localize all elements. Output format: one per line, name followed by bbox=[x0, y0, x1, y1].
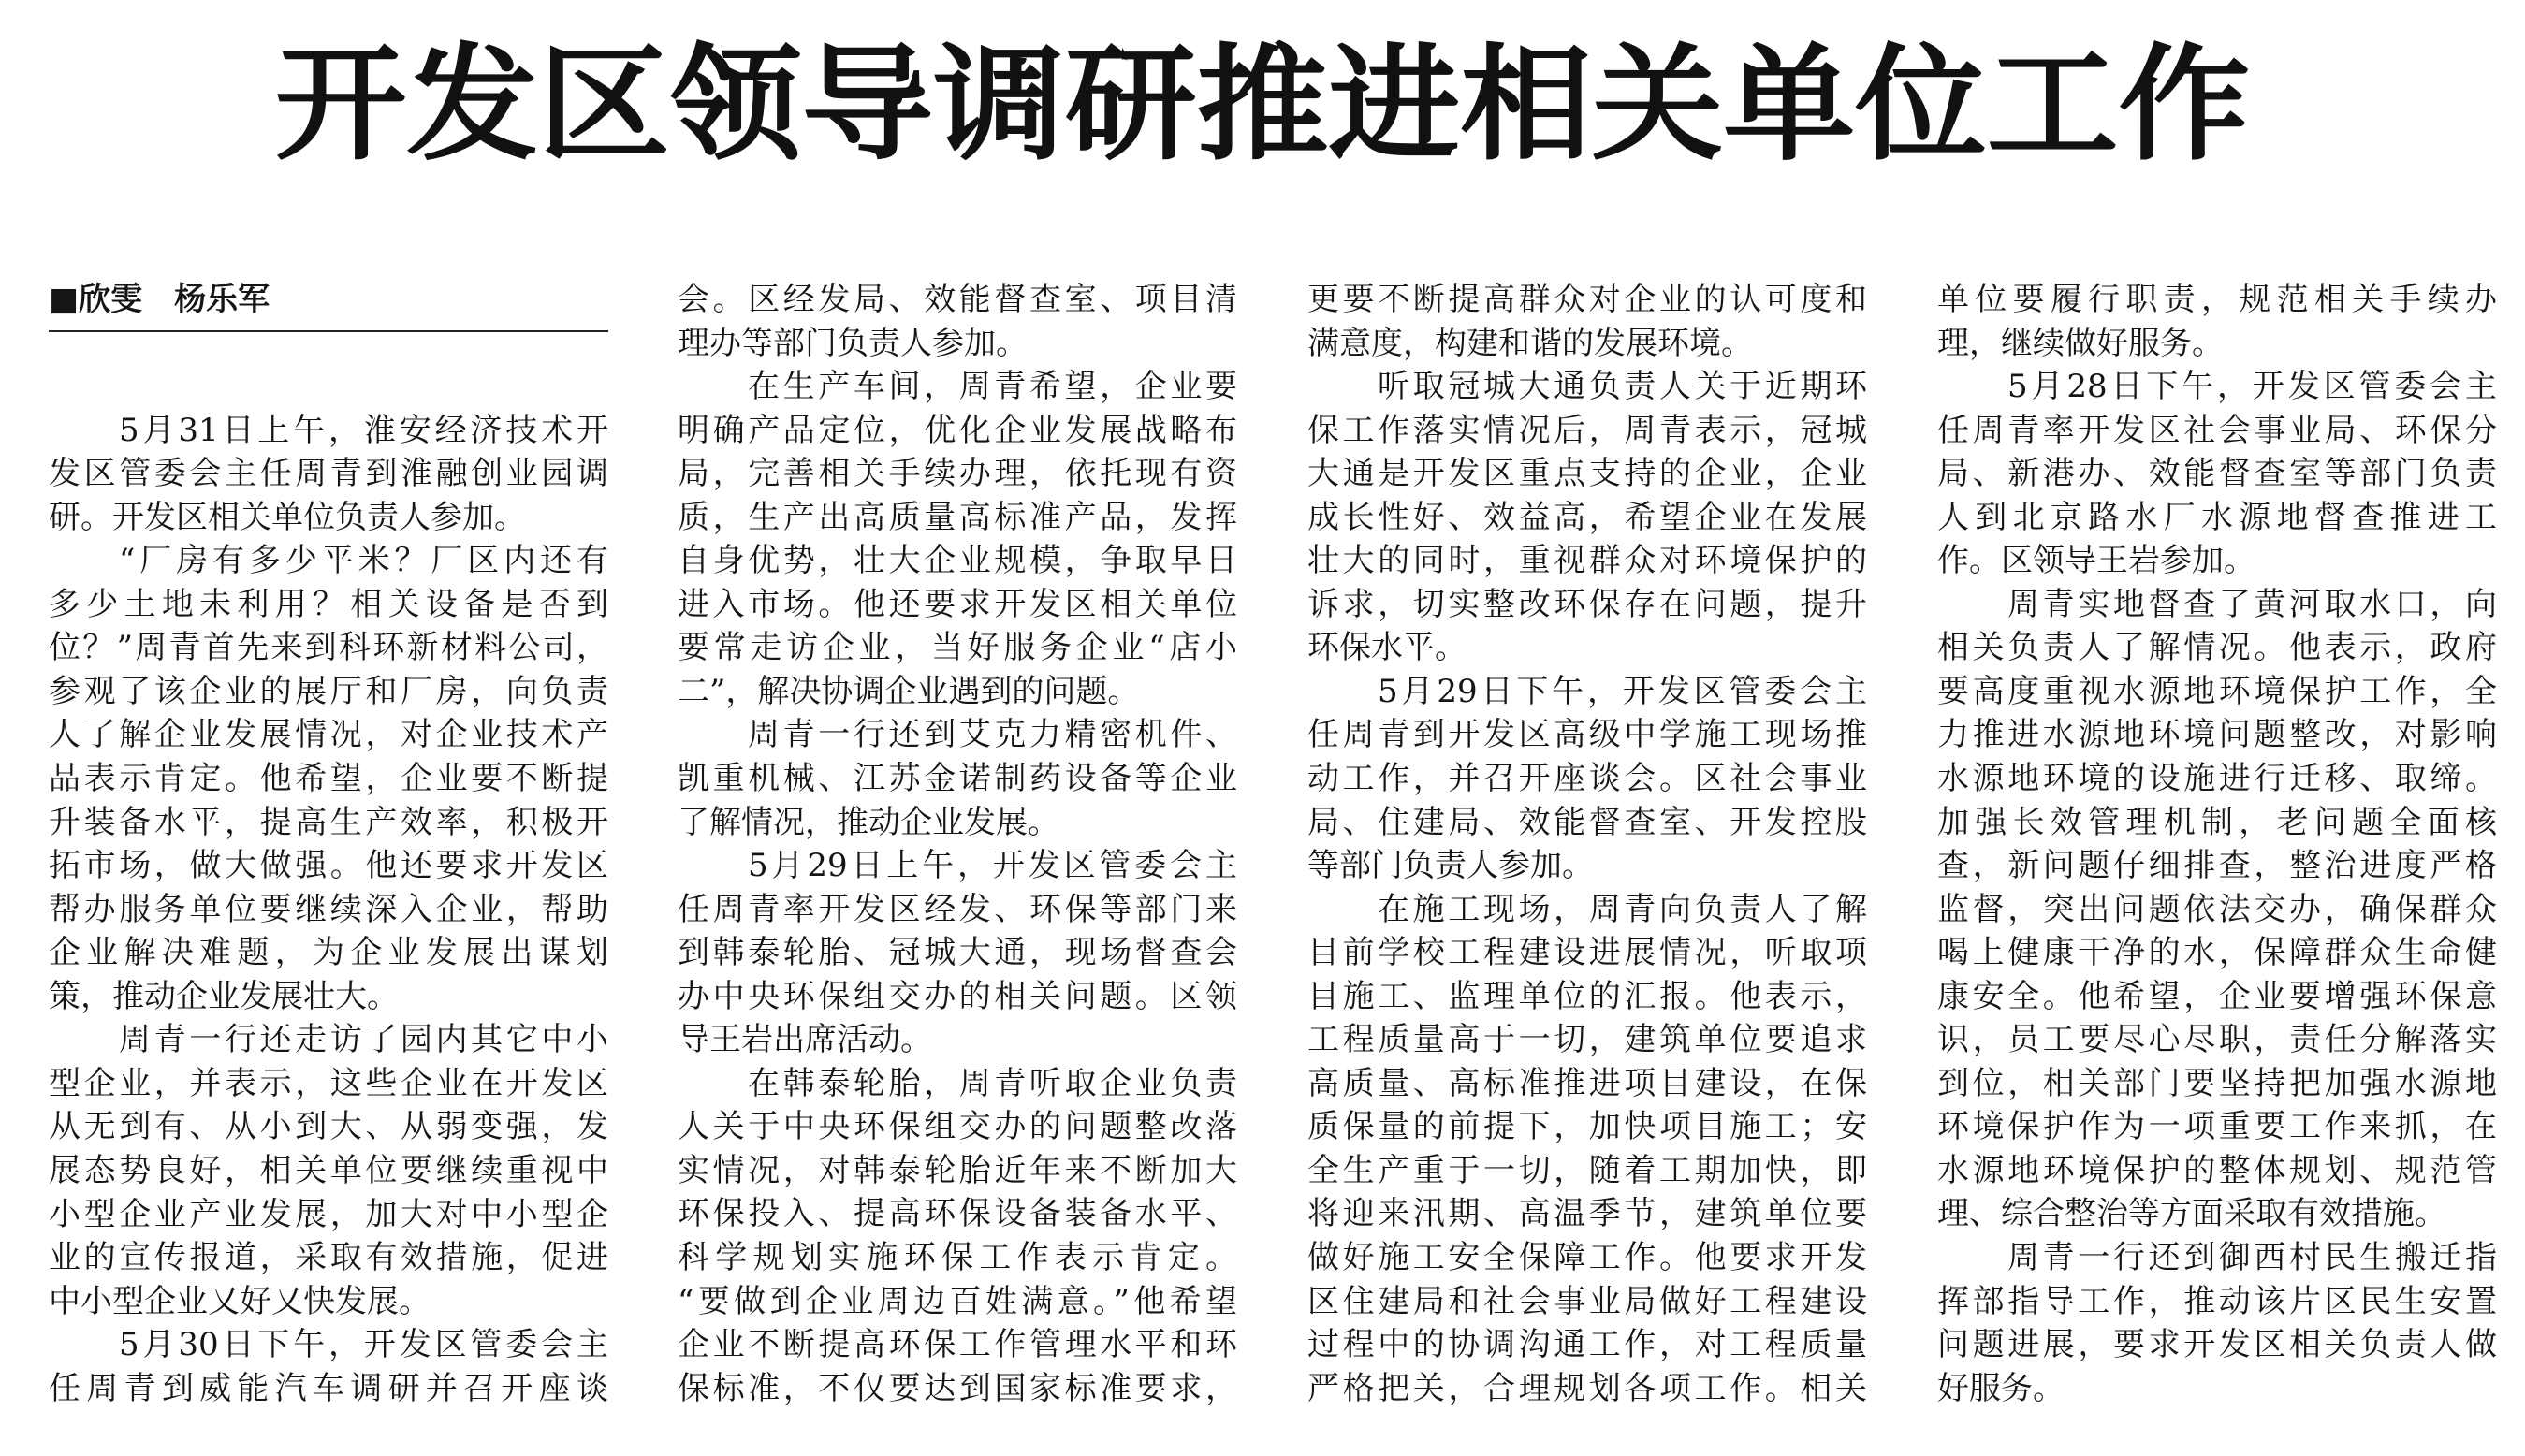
text-line: 水源地环境的设施进行迁移、取缔。 bbox=[1937, 760, 2497, 798]
text-line: 全生产重于一切，随着工期加快，即 bbox=[1307, 1151, 1867, 1189]
text-line: 科学规划实施环保工作表示肯定。 bbox=[678, 1239, 1237, 1277]
paragraph bbox=[1937, 1236, 2497, 1410]
text-line: 二”，解决协调企业遇到的问题。 bbox=[678, 672, 1140, 710]
text-line: 监督，突出问题依法交办，确保群众 bbox=[1937, 890, 2497, 928]
text-line: 任周青率开发区社会事业局、环保分 bbox=[1937, 411, 2497, 449]
text-line: 周青一行还到御西村民生搬迁指 bbox=[2007, 1239, 2497, 1277]
text-line: 过程中的协调沟通工作，对工程质量 bbox=[1307, 1326, 1867, 1364]
paragraph bbox=[1307, 365, 1867, 670]
article-body bbox=[49, 409, 608, 1411]
paragraph bbox=[49, 1323, 608, 1410]
paragraph bbox=[678, 844, 1237, 1062]
text-line: 帮办服务单位要继续深入企业，帮助 bbox=[49, 890, 608, 928]
text-line: 凯重机械、江苏金诺制药设备等企业 bbox=[678, 760, 1237, 798]
text-line: 办中央环保组交办的相关问题。区领 bbox=[678, 977, 1237, 1015]
paragraph bbox=[678, 278, 1237, 365]
text-line: 实情况，对韩泰轮胎近年来不断加大 bbox=[678, 1151, 1237, 1189]
headline-area bbox=[0, 32, 2525, 178]
text-line: 康安全。他希望，企业要增强环保意 bbox=[1937, 977, 2497, 1015]
byline: ■欣雯 杨乐军 bbox=[49, 281, 270, 318]
text-line: 成长性好、效益高，希望企业在发展 bbox=[1307, 498, 1867, 536]
paragraph bbox=[678, 365, 1237, 713]
text-line: 业的宣传报道，采取有效措施，促进 bbox=[49, 1239, 608, 1277]
text-line: 加强长效管理机制，老问题全面核 bbox=[1937, 803, 2497, 841]
text-line: 环境保护作为一项重要工作来抓，在 bbox=[1937, 1108, 2497, 1146]
paragraph bbox=[49, 409, 608, 540]
text-line: 目施工、监理单位的汇报。他表示， bbox=[1307, 977, 1867, 1015]
article-column bbox=[1307, 278, 1867, 1410]
article-column bbox=[49, 278, 608, 1410]
text-line: 局，完善相关手续办理，依托现有资 bbox=[678, 455, 1237, 493]
text-line: 区住建局和社会事业局做好工程建设 bbox=[1307, 1282, 1867, 1320]
text-line: 局、新港办、效能督查室等部门负责 bbox=[1937, 455, 2497, 493]
paragraph bbox=[1307, 670, 1867, 888]
paragraph bbox=[1937, 365, 2497, 583]
text-line: 5月28日下午，开发区管委会主 bbox=[2007, 368, 2497, 406]
text-line: 质，生产出高质量高标准产品，发挥 bbox=[678, 498, 1237, 536]
text-line: 局、住建局、效能督查室、开发控股 bbox=[1307, 803, 1867, 841]
text-line: 目前学校工程建设进展情况，听取项 bbox=[1307, 934, 1867, 972]
text-line: “厂房有多少平米？厂区内还有 bbox=[119, 542, 608, 580]
text-line: 等部门负责人参加。 bbox=[1307, 847, 1594, 885]
text-line: 保工作落实情况后，周青表示，冠城 bbox=[1307, 411, 1867, 449]
text-line: 进入市场。他还要求开发区相关单位 bbox=[678, 585, 1237, 623]
text-line: 力推进水源地环境问题整改，对影响 bbox=[1937, 716, 2497, 754]
text-line: 周青一行还走访了园内其它中小 bbox=[119, 1021, 608, 1059]
text-line: 参观了该企业的展厅和厂房，向负责 bbox=[49, 672, 608, 710]
text-line: 高质量、高标准推进项目建设，在保 bbox=[1307, 1064, 1867, 1102]
text-line: 任周青率开发区经发、环保等部门来 bbox=[678, 890, 1237, 928]
text-line: 了解情况，推动企业发展。 bbox=[678, 803, 1059, 841]
text-line: 5月31日上午，淮安经济技术开 bbox=[119, 411, 608, 449]
text-line: 问题进展，要求开发区相关负责人做 bbox=[1937, 1326, 2497, 1364]
text-line: 理，继续做好服务。 bbox=[1937, 324, 2224, 362]
text-line: 做好施工安全保障工作。他要求开发 bbox=[1307, 1239, 1867, 1277]
paragraph bbox=[678, 1062, 1237, 1410]
article-column bbox=[1937, 278, 2497, 1410]
text-line: 导王岩出席活动。 bbox=[678, 1021, 932, 1059]
paragraph bbox=[1307, 278, 1867, 365]
text-line: 研。开发区相关单位负责人参加。 bbox=[49, 498, 526, 536]
text-line: 工程质量高于一切，建筑单位要追求 bbox=[1307, 1021, 1867, 1059]
text-line: 人到北京路水厂水源地督查推进工 bbox=[1937, 498, 2497, 536]
text-line: 要高度重视水源地环境保护工作，全 bbox=[1937, 672, 2497, 710]
text-line: 中小型企业又好又快发展。 bbox=[49, 1282, 431, 1320]
text-line: 动工作，并召开座谈会。区社会事业 bbox=[1307, 760, 1867, 798]
text-line: 诉求，切实整改环保存在问题，提升 bbox=[1307, 585, 1867, 623]
text-line: 环保水平。 bbox=[1307, 629, 1467, 667]
text-line: 会。区经发局、效能督查室、项目清 bbox=[678, 281, 1237, 318]
text-line: 型企业，并表示，这些企业在开发区 bbox=[49, 1064, 608, 1102]
text-line: 周青实地督查了黄河取水口，向 bbox=[2007, 585, 2497, 623]
text-line: 理办等部门负责人参加。 bbox=[678, 324, 1028, 362]
byline-rule bbox=[49, 330, 608, 332]
text-line: 位？”周青首先来到科环新材料公司， bbox=[49, 629, 608, 667]
text-line: 查，新问题仔细排查，整治进度严格 bbox=[1937, 847, 2497, 885]
text-line: 5月29日下午，开发区管委会主 bbox=[1378, 672, 1867, 710]
paragraph bbox=[1937, 583, 2497, 1236]
text-line: 理、综合整治等方面采取有效措施。 bbox=[1937, 1195, 2446, 1233]
text-line: 品表示肯定。他希望，企业要不断提 bbox=[49, 760, 608, 798]
text-line: 策，推动企业发展壮大。 bbox=[49, 977, 399, 1015]
text-line: 大通是开发区重点支持的企业，企业 bbox=[1307, 455, 1867, 493]
text-line: 展态势良好，相关单位要继续重视中 bbox=[49, 1151, 608, 1189]
text-line: 水源地环境保护的整体规划、规范管 bbox=[1937, 1151, 2497, 1189]
text-line: 严格把关，合理规划各项工作。相关 bbox=[1307, 1369, 1867, 1407]
text-line: 听取冠城大通负责人关于近期环 bbox=[1378, 368, 1867, 406]
text-line: 要常走访企业，当好服务企业“店小 bbox=[678, 629, 1237, 667]
paragraph bbox=[49, 1018, 608, 1323]
text-line: 5月29日上午，开发区管委会主 bbox=[748, 847, 1237, 885]
text-line: 拓市场，做大做强。他还要求开发区 bbox=[49, 847, 608, 885]
text-line: 环保投入、提高环保设备装备水平、 bbox=[678, 1195, 1237, 1233]
text-line: 到韩泰轮胎、冠城大通，现场督查会 bbox=[678, 934, 1237, 972]
text-line: 人关于中央环保组交办的问题整改落 bbox=[678, 1108, 1237, 1146]
text-line: 满意度，构建和谐的发展环境。 bbox=[1307, 324, 1753, 362]
text-line: 企业解决难题，为企业发展出谋划 bbox=[49, 934, 608, 972]
article-column bbox=[678, 278, 1237, 1410]
paragraph bbox=[678, 713, 1237, 844]
text-line: 相关负责人了解情况。他表示，政府 bbox=[1937, 629, 2497, 667]
text-line: 到位，相关部门要坚持把加强水源地 bbox=[1937, 1064, 2497, 1102]
text-line: 喝上健康干净的水，保障群众生命健 bbox=[1937, 934, 2497, 972]
text-line: 作。区领导王岩参加。 bbox=[1937, 542, 2255, 580]
text-line: 在施工现场，周青向负责人了解 bbox=[1378, 890, 1867, 928]
text-line: 人了解企业发展情况，对企业技术产 bbox=[49, 716, 608, 754]
text-line: 在生产车间，周青希望，企业要 bbox=[748, 368, 1237, 406]
text-line: 明确产品定位，优化企业发展战略布 bbox=[678, 411, 1237, 449]
text-line: 单位要履行职责，规范相关手续办 bbox=[1937, 281, 2497, 318]
text-line: 企业不断提高环保工作管理水平和环 bbox=[678, 1326, 1237, 1364]
text-line: 任周青到开发区高级中学施工现场推 bbox=[1307, 716, 1867, 754]
text-line: 小型企业产业发展，加大对中小型企 bbox=[49, 1195, 608, 1233]
text-line: “要做到企业周边百姓满意。”他希望 bbox=[678, 1282, 1237, 1320]
text-line: 从无到有、从小到大、从弱变强，发 bbox=[49, 1108, 608, 1146]
text-line: 在韩泰轮胎，周青听取企业负责 bbox=[748, 1064, 1237, 1102]
text-line: 任周青到威能汽车调研并召开座谈 bbox=[49, 1369, 608, 1407]
text-line: 多少土地未利用？相关设备是否到 bbox=[49, 585, 608, 623]
headline: 开发区领导调研推进相关单位工作 bbox=[274, 32, 2251, 178]
text-line: 好服务。 bbox=[1937, 1369, 2065, 1407]
text-line: 保标准，不仅要达到国家标准要求， bbox=[678, 1369, 1237, 1407]
text-line: 5月30日下午，开发区管委会主 bbox=[119, 1326, 608, 1364]
text-line: 挥部指导工作，推动该片区民生安置 bbox=[1937, 1282, 2497, 1320]
text-line: 更要不断提高群众对企业的认可度和 bbox=[1307, 281, 1867, 318]
text-line: 识，员工要尽心尽职，责任分解落实 bbox=[1937, 1021, 2497, 1059]
text-line: 发区管委会主任周青到淮融创业园调 bbox=[49, 455, 608, 493]
text-line: 升装备水平，提高生产效率，积极开 bbox=[49, 803, 608, 841]
text-line: 壮大的同时，重视群众对环境保护的 bbox=[1307, 542, 1867, 580]
paragraph bbox=[49, 539, 608, 1018]
text-line: 自身优势，壮大企业规模，争取早日 bbox=[678, 542, 1237, 580]
paragraph bbox=[1937, 278, 2497, 365]
paragraph bbox=[1307, 888, 1867, 1411]
text-line: 质保量的前提下，加快项目施工；安 bbox=[1307, 1108, 1867, 1146]
text-line: 将迎来汛期、高温季节，建筑单位要 bbox=[1307, 1195, 1867, 1233]
text-line: 周青一行还到艾克力精密机件、 bbox=[748, 716, 1237, 754]
